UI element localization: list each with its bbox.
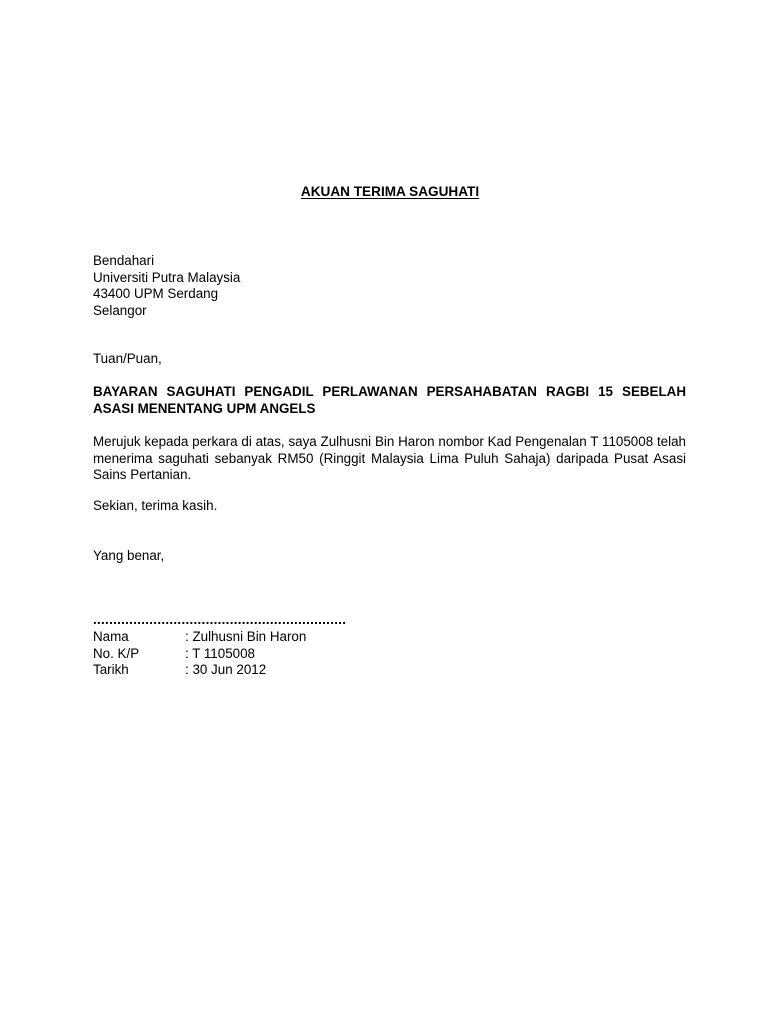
body-paragraph: Merujuk kepada perkara di atas, saya Zulhusni Bin Haron nombor Kad Pengenalan T 1105008 telah menerima saguhati sebanyak RM50 (Ringgit Malaysia Lima Puluh Sahaja) daripada Pusat Asasi Sains Pertanian. (93, 434, 686, 482)
detail-value: : Zulhusni Bin Haron (185, 629, 307, 644)
detail-row-name (93, 629, 306, 646)
signature-line: ............................................................... (93, 612, 347, 627)
detail-row-date (93, 662, 306, 679)
detail-label: Tarikh (93, 662, 129, 677)
recipient-line-1: Bendahari (93, 253, 155, 268)
salutation: Tuan/Puan, (93, 351, 162, 366)
recipient-line-3: 43400 UPM Serdang (93, 286, 219, 301)
document-title: AKUAN TERIMA SAGUHATI (300, 184, 480, 199)
recipient-address (93, 253, 240, 319)
closing-line: Sekian, terima kasih. (93, 498, 218, 513)
detail-label: Nama (93, 629, 129, 644)
detail-row-ic (93, 646, 306, 663)
signatory-details (93, 629, 306, 679)
recipient-line-4: Selangor (93, 302, 147, 318)
subject-heading: BAYARAN SAGUHATI PENGADIL PERLAWANAN PERSAHABATAN RAGBI 15 SEBELAH ASASI MENENTANG UPM ANGELS (93, 384, 686, 416)
detail-value: : T 1105008 (185, 645, 255, 661)
detail-label: No. K/P (93, 645, 140, 661)
recipient-line-2: Universiti Putra Malaysia (93, 269, 241, 285)
detail-value: : 30 Jun 2012 (185, 662, 267, 677)
signoff: Yang benar, (93, 548, 165, 563)
